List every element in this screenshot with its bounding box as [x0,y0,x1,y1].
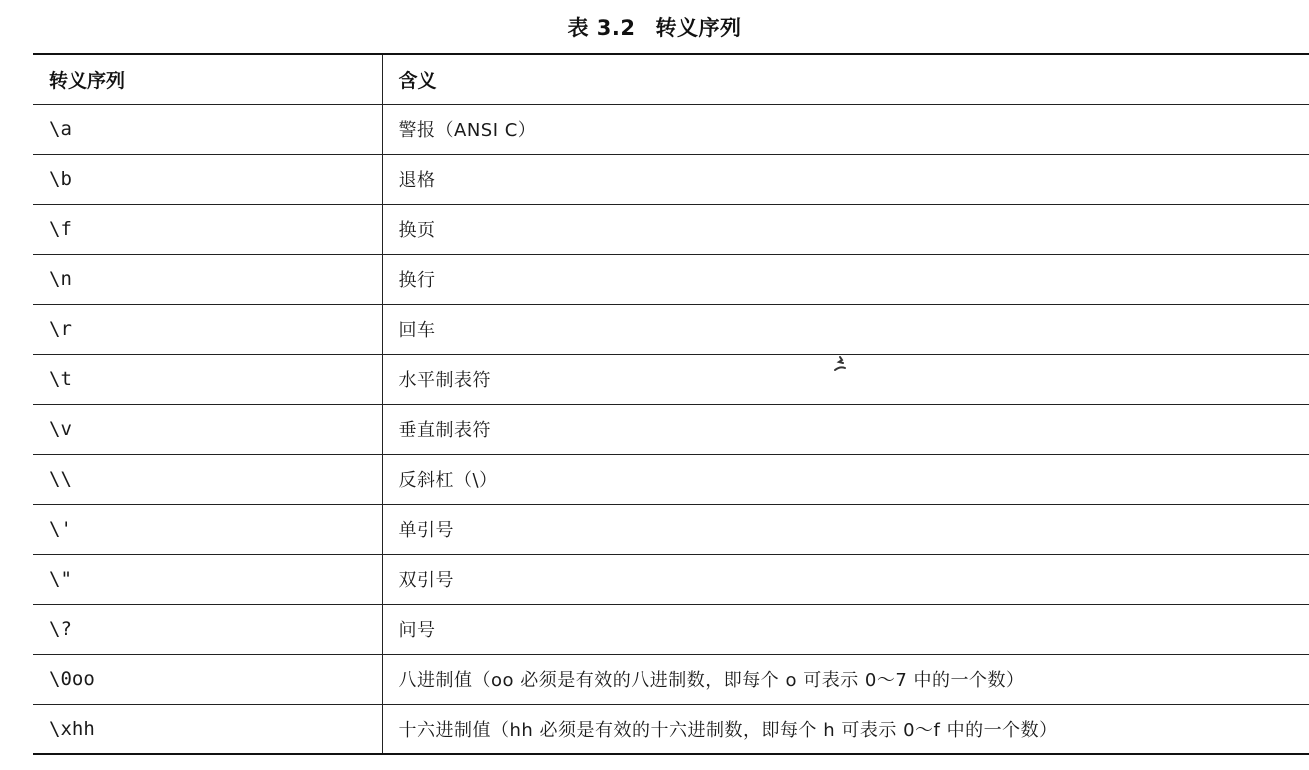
table-row [33,254,1309,304]
escape-sequence-cell: \' [33,504,382,554]
meaning-cell: 水平制表符 [382,354,1309,404]
escape-sequence-cell: \r [33,304,382,354]
meaning-cell: 问号 [382,604,1309,654]
table-row [33,154,1309,204]
table-row [33,404,1309,454]
meaning-cell: 单引号 [382,504,1309,554]
meaning-cell: 回车 [382,304,1309,354]
escape-sequence-cell: \" [33,554,382,604]
escape-sequence-cell: \0oo [33,654,382,704]
table-row [33,454,1309,504]
escape-sequence-cell: \xhh [33,704,382,754]
table-row [33,354,1309,404]
meaning-cell: 垂直制表符 [382,404,1309,454]
meaning-cell: 换行 [382,254,1309,304]
escape-sequence-cell: \\ [33,454,382,504]
table-header-row [33,54,1309,104]
escape-sequence-cell: \n [33,254,382,304]
meaning-cell: 换页 [382,204,1309,254]
table-number: 表 3.2 [567,16,636,40]
escape-sequence-cell: \v [33,404,382,454]
meaning-cell: 退格 [382,154,1309,204]
table-row [33,204,1309,254]
column-header-sequence: 转义序列 [33,54,382,104]
escape-sequence-cell: \? [33,604,382,654]
escape-sequence-table [33,53,1309,755]
table-row [33,104,1309,154]
table-row [33,304,1309,354]
escape-sequence-cell: \b [33,154,382,204]
column-header-meaning: 含义 [382,54,1309,104]
escape-sequence-cell: \a [33,104,382,154]
escape-sequence-cell: \f [33,204,382,254]
meaning-cell: 警报（ANSI C） [382,104,1309,154]
table-caption [0,10,1309,46]
table-row [33,504,1309,554]
escape-sequence-cell: \t [33,354,382,404]
table-row [33,654,1309,704]
table-row [33,554,1309,604]
meaning-cell: 十六进制值（hh 必须是有效的十六进制数，即每个 h 可表示 0～f 中的一个数） [382,704,1309,754]
meaning-cell: 八进制值（oo 必须是有效的八进制数，即每个 o 可表示 0～7 中的一个数） [382,654,1309,704]
meaning-cell: 双引号 [382,554,1309,604]
meaning-cell: 反斜杠（\） [382,454,1309,504]
table-row [33,604,1309,654]
table-title: 转义序列 [655,16,742,40]
ink-smudge-mark [832,355,852,373]
table-row [33,704,1309,754]
